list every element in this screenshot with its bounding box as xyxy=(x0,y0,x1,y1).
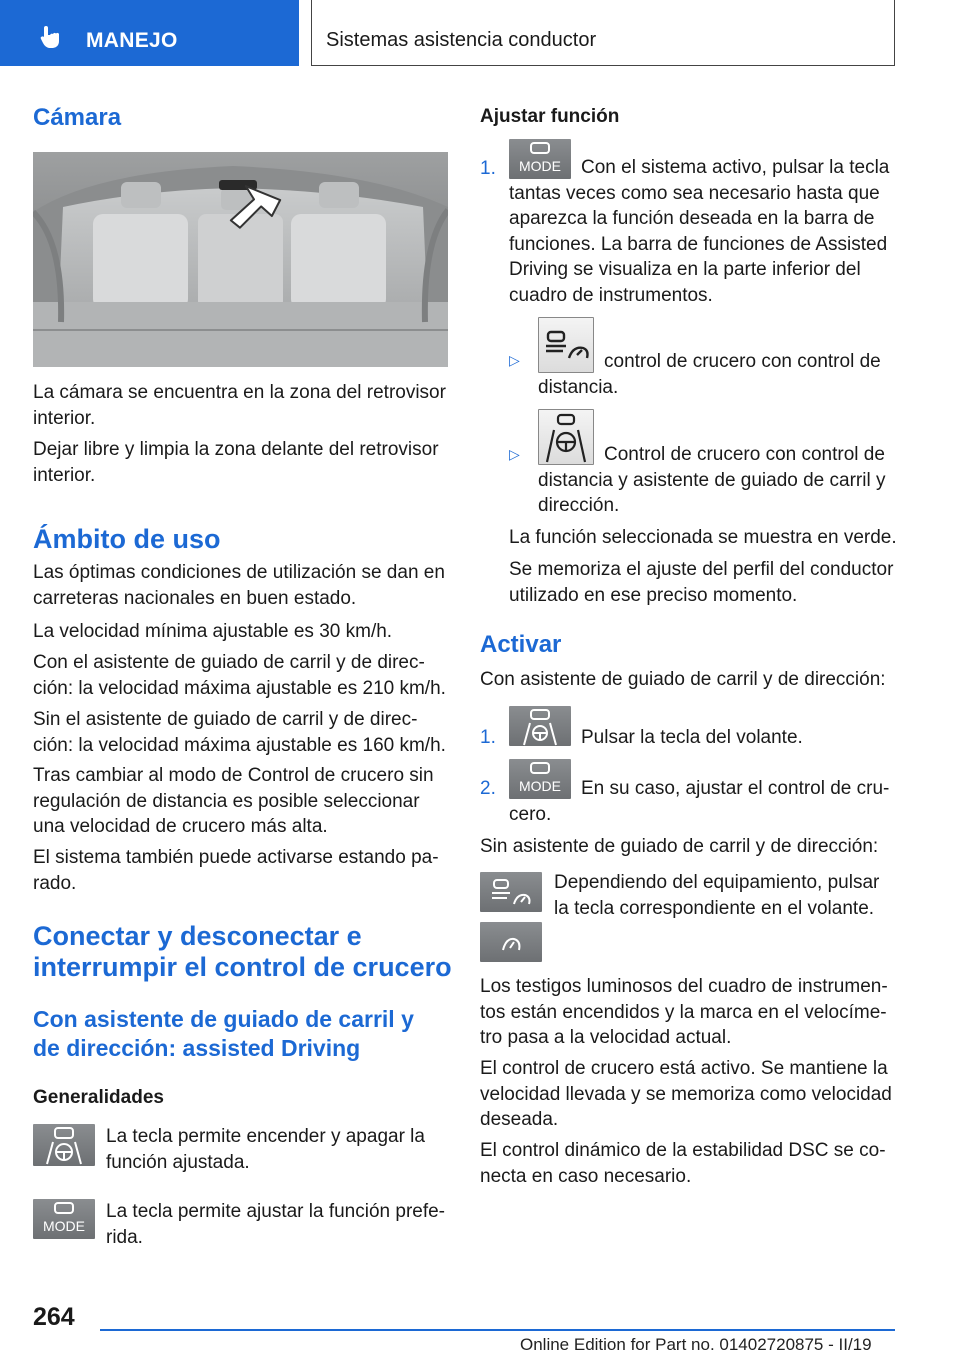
cruise-control-icon xyxy=(480,922,542,962)
mode-button-icon xyxy=(33,1199,95,1239)
edition-note: Online Edition for Part no. 01402720875 - II/19 xyxy=(520,1335,872,1354)
step-number: 2. xyxy=(480,778,496,799)
scope-paragraph-2: La velocidad mínima ajustable es 30 km/h. xyxy=(33,621,393,642)
footer-rule xyxy=(100,1329,895,1331)
page-title: Sistemas asistencia conductor xyxy=(326,29,597,51)
steering-assist-icon xyxy=(33,1124,95,1166)
activate-step-2: En su caso, ajustar el control de cru‐ cero. xyxy=(509,778,890,825)
bullet-triangle-icon: ▷ xyxy=(509,446,520,462)
adjust-step-1: Con el sistema activo, pulsar la tecla tantas veces como sea necesario hasta que aparezca la función deseada en la barra de funciones. La barra de funciones de Assisted Driving se visualiza en la parte inferior del cuadro de instrumentos. xyxy=(509,157,890,306)
header-rule xyxy=(311,65,895,66)
scope-heading: Ámbito de uso xyxy=(33,524,221,554)
camera-paragraph-2: Dejar libre y limpia la zona delante del retrovisor interior. xyxy=(33,439,439,486)
scope-paragraph-4: Sin el asistente de guiado de carril y de direc‐ ción: la velocidad máxima ajustable es 160 km/h. xyxy=(33,709,446,756)
paragraph-active: El control de crucero está activo. Se mantiene la velocidad llevada y se memoriza como velocidad deseada. xyxy=(480,1058,892,1130)
general-item-1: La tecla permite encender y apagar la función ajustada. xyxy=(106,1126,425,1173)
hand-pointer-icon xyxy=(38,24,64,50)
paragraph-lights: Los testigos luminosos del cuadro de instrumen‐ tos están encendidos y la marca en el velocíme‐ tro pasa a la velocidad actual. xyxy=(480,976,888,1048)
option-cruise-steering: Control de crucero con control de distancia y asistente de guiado de carril y dirección. xyxy=(538,444,886,516)
scope-paragraph-3: Con el asistente de guiado de carril y de direc‐ ción: la velocidad máxima ajustable es 210 km/h. xyxy=(33,652,446,699)
general-heading: Generalidades xyxy=(33,1087,164,1108)
camera-location-photo xyxy=(33,152,448,367)
step-number: 1. xyxy=(480,158,496,179)
assisted-driving-heading: Con asistente de guiado de carril y de dirección: assisted Driving xyxy=(33,1006,414,1061)
bullet-triangle-icon: ▷ xyxy=(509,352,520,368)
scope-paragraph-5: Tras cambiar al modo de Control de crucero sin regulación de distancia es posible seleccionar una velocidad de crucero más alta. xyxy=(33,765,434,837)
adjust-heading: Ajustar función xyxy=(480,106,620,127)
cruise-distance-icon xyxy=(480,872,542,912)
without-intro: Sin asistente de guiado de carril y de dirección: xyxy=(480,836,879,857)
svg-text:MODE: MODE xyxy=(43,1218,85,1234)
header-divider xyxy=(311,0,312,66)
page-number: 264 xyxy=(33,1303,75,1331)
step-number: 1. xyxy=(480,727,496,748)
camera-heading: Cámara xyxy=(33,104,122,131)
steering-assist-icon xyxy=(509,706,571,746)
scope-paragraph-6: El sistema también puede activarse estando pa‐ rado. xyxy=(33,847,439,894)
scope-paragraph-1: Las óptimas condiciones de utilización se dan en carreteras nacionales en buen estado. xyxy=(33,562,445,609)
connect-heading: Conectar y desconectar e interrumpir el control de crucero xyxy=(33,921,452,982)
section-tab xyxy=(0,0,299,66)
paragraph-dsc: El control dinámico de la estabilidad DSC se co‐ necta en caso necesario. xyxy=(480,1140,886,1187)
activate-intro: Con asistente de guiado de carril y de dirección: xyxy=(480,669,886,690)
note-profile-memory: Se memoriza el ajuste del perfil del conductor utilizado en ese preciso momento. xyxy=(509,559,894,606)
activate-step-1: Pulsar la tecla del volante. xyxy=(581,727,803,748)
note-selected-green: La función seleccionada se muestra en verde. xyxy=(509,527,897,548)
option-cruise-distance: control de crucero con control de distancia. xyxy=(538,351,881,398)
camera-paragraph-1: La cámara se encuentra en la zona del retrovisor interior. xyxy=(33,382,446,429)
general-item-2: La tecla permite ajustar la función prefe‐ rida. xyxy=(106,1201,446,1248)
svg-text:MODE: MODE xyxy=(519,158,561,174)
svg-text:MODE: MODE xyxy=(519,778,561,794)
activate-heading: Activar xyxy=(480,631,562,658)
header-divider xyxy=(894,0,895,66)
section-label: MANEJO xyxy=(86,29,178,52)
without-text: Dependiendo del equipamiento, pulsar la tecla correspondiente en el volante. xyxy=(554,872,880,919)
